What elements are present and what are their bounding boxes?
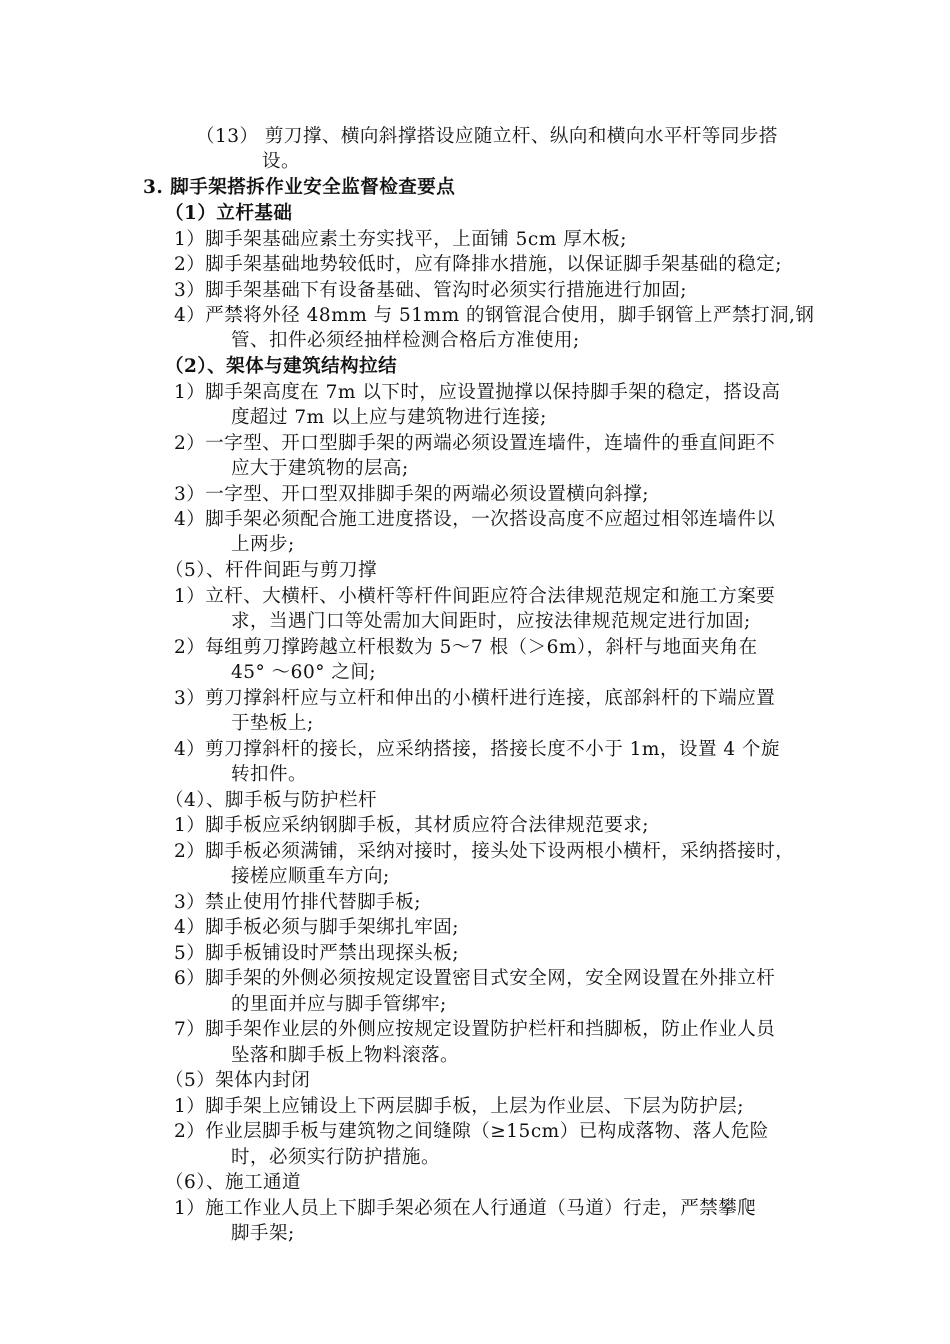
list-item: 2）每组剪刀撑跨越立杆根数为 5～7 根（＞6m），斜杆与地面夹角在 [174,637,758,658]
list-item: 4）脚手架必须配合施工进度搭设，一次搭设高度不应超过相邻连墙件以 [174,509,776,530]
subsection-heading-enclosure: （5）架体内封闭 [165,1070,311,1091]
list-item: 2）脚手架基础地势较低时，应有降排水措施，以保证脚手架基础的稳定; [174,254,783,275]
list-item: 3）一字型、开口型双排脚手架的两端必须设置横向斜撑; [174,484,650,505]
list-item: 3）剪刀撑斜杆应与立杆和伸出的小横杆进行连接，底部斜杆的下端应置 [174,688,776,709]
subsection-heading-passage: （6）、施工通道 [165,1172,302,1193]
list-item-cont: 的里面并应与脚手管绑牢; [231,994,447,1015]
list-item-cont: 转扣件。 [231,764,308,785]
list-item-cont: 上两步; [231,534,295,555]
list-item-cont: 45° ～60° 之间; [231,662,377,683]
subsection-heading-tie: （2）、架体与建筑结构拉结 [165,356,398,377]
list-item: 5）脚手板铺设时严禁出现探头板; [174,943,460,964]
list-item: 1）脚手架高度在 7m 以下时，应设置抛撑以保持脚手架的稳定，搭设高 [174,382,781,403]
list-item: 1）脚手架基础应素土夯实找平，上面铺 5cm 厚木板; [174,229,627,250]
list-item: 4）剪刀撑斜杆的接长，应采纳搭接，搭接长度不小于 1m，设置 4 个旋 [174,739,780,760]
list-item-cont: 应大于建筑物的层高; [231,458,409,479]
list-item: 7）脚手架作业层的外侧应按规定设置防护栏杆和挡脚板，防止作业人员 [174,1019,776,1040]
list-item: 3）禁止使用竹排代替脚手板; [174,892,422,913]
list-item-cont: 坠落和脚手板上物料滚落。 [231,1045,460,1066]
list-item-cont: 时，必须实行防护措施。 [231,1147,441,1168]
list-item-13: （13） 剪刀撑、横向斜撑搭设应随立杆、纵向和横向水平杆等同步搭 [196,126,778,147]
list-item: 3）脚手架基础下有设备基础、管沟时必须实行措施进行加固; [174,280,688,301]
list-item: 2）脚手板必须满铺，采纳对接时，接头处下设两根小横杆，采纳搭接时， [174,841,795,862]
list-item-cont: 度超过 7m 以上应与建筑物进行连接; [231,407,547,428]
list-item-cont: 管、扣件必须经抽样检测合格后方准使用; [231,330,580,351]
list-item: 2）作业层脚手板与建筑物之间缝隙（≥15cm）已构成落物、落人危险 [174,1121,769,1142]
list-item: 4）脚手板必须与脚手架绑扎牢固; [174,917,460,938]
list-item: 1）立杆、大横杆、小横杆等杆件间距应符合法律规范规定和施工方案要 [174,586,776,607]
list-item-cont: 于垫板上; [231,713,314,734]
subsection-heading-pole-foundation: （1）立杆基础 [165,203,293,224]
list-item-cont: 求，当遇门口等处需加大间距时，应按法律规范规定进行加固; [231,611,751,632]
list-item: 2）一字型、开口型脚手架的两端必须设置连墙件，连墙件的垂直间距不 [174,433,776,454]
list-item-13-cont: 设。 [262,151,301,172]
list-item: 1）脚手架上应铺设上下两层脚手板，上层为作业层、下层为防护层; [174,1096,745,1117]
list-item: 6）脚手架的外侧必须按规定设置密目式安全网，安全网设置在外排立杆 [174,968,776,989]
subsection-heading-spacing: （5）、杆件间距与剪刀撑 [165,560,378,581]
list-item: 1）脚手板应采纳钢脚手板，其材质应符合法律规范要求; [174,815,650,836]
section-heading: 3. 脚手架搭拆作业安全监督检查要点 [143,177,456,198]
list-item: 1）施工作业人员上下脚手架必须在人行通道（马道）行走，严禁攀爬 [174,1198,757,1219]
list-item-cont: 脚手架; [231,1223,295,1244]
list-item: 4）严禁将外径 48mm 与 51mm 的钢管混合使用，脚手钢管上严禁打洞,钢 [174,305,815,326]
list-item-cont: 接槎应顺重车方向; [231,866,390,887]
subsection-heading-planks: （4）、脚手板与防护栏杆 [165,790,378,811]
